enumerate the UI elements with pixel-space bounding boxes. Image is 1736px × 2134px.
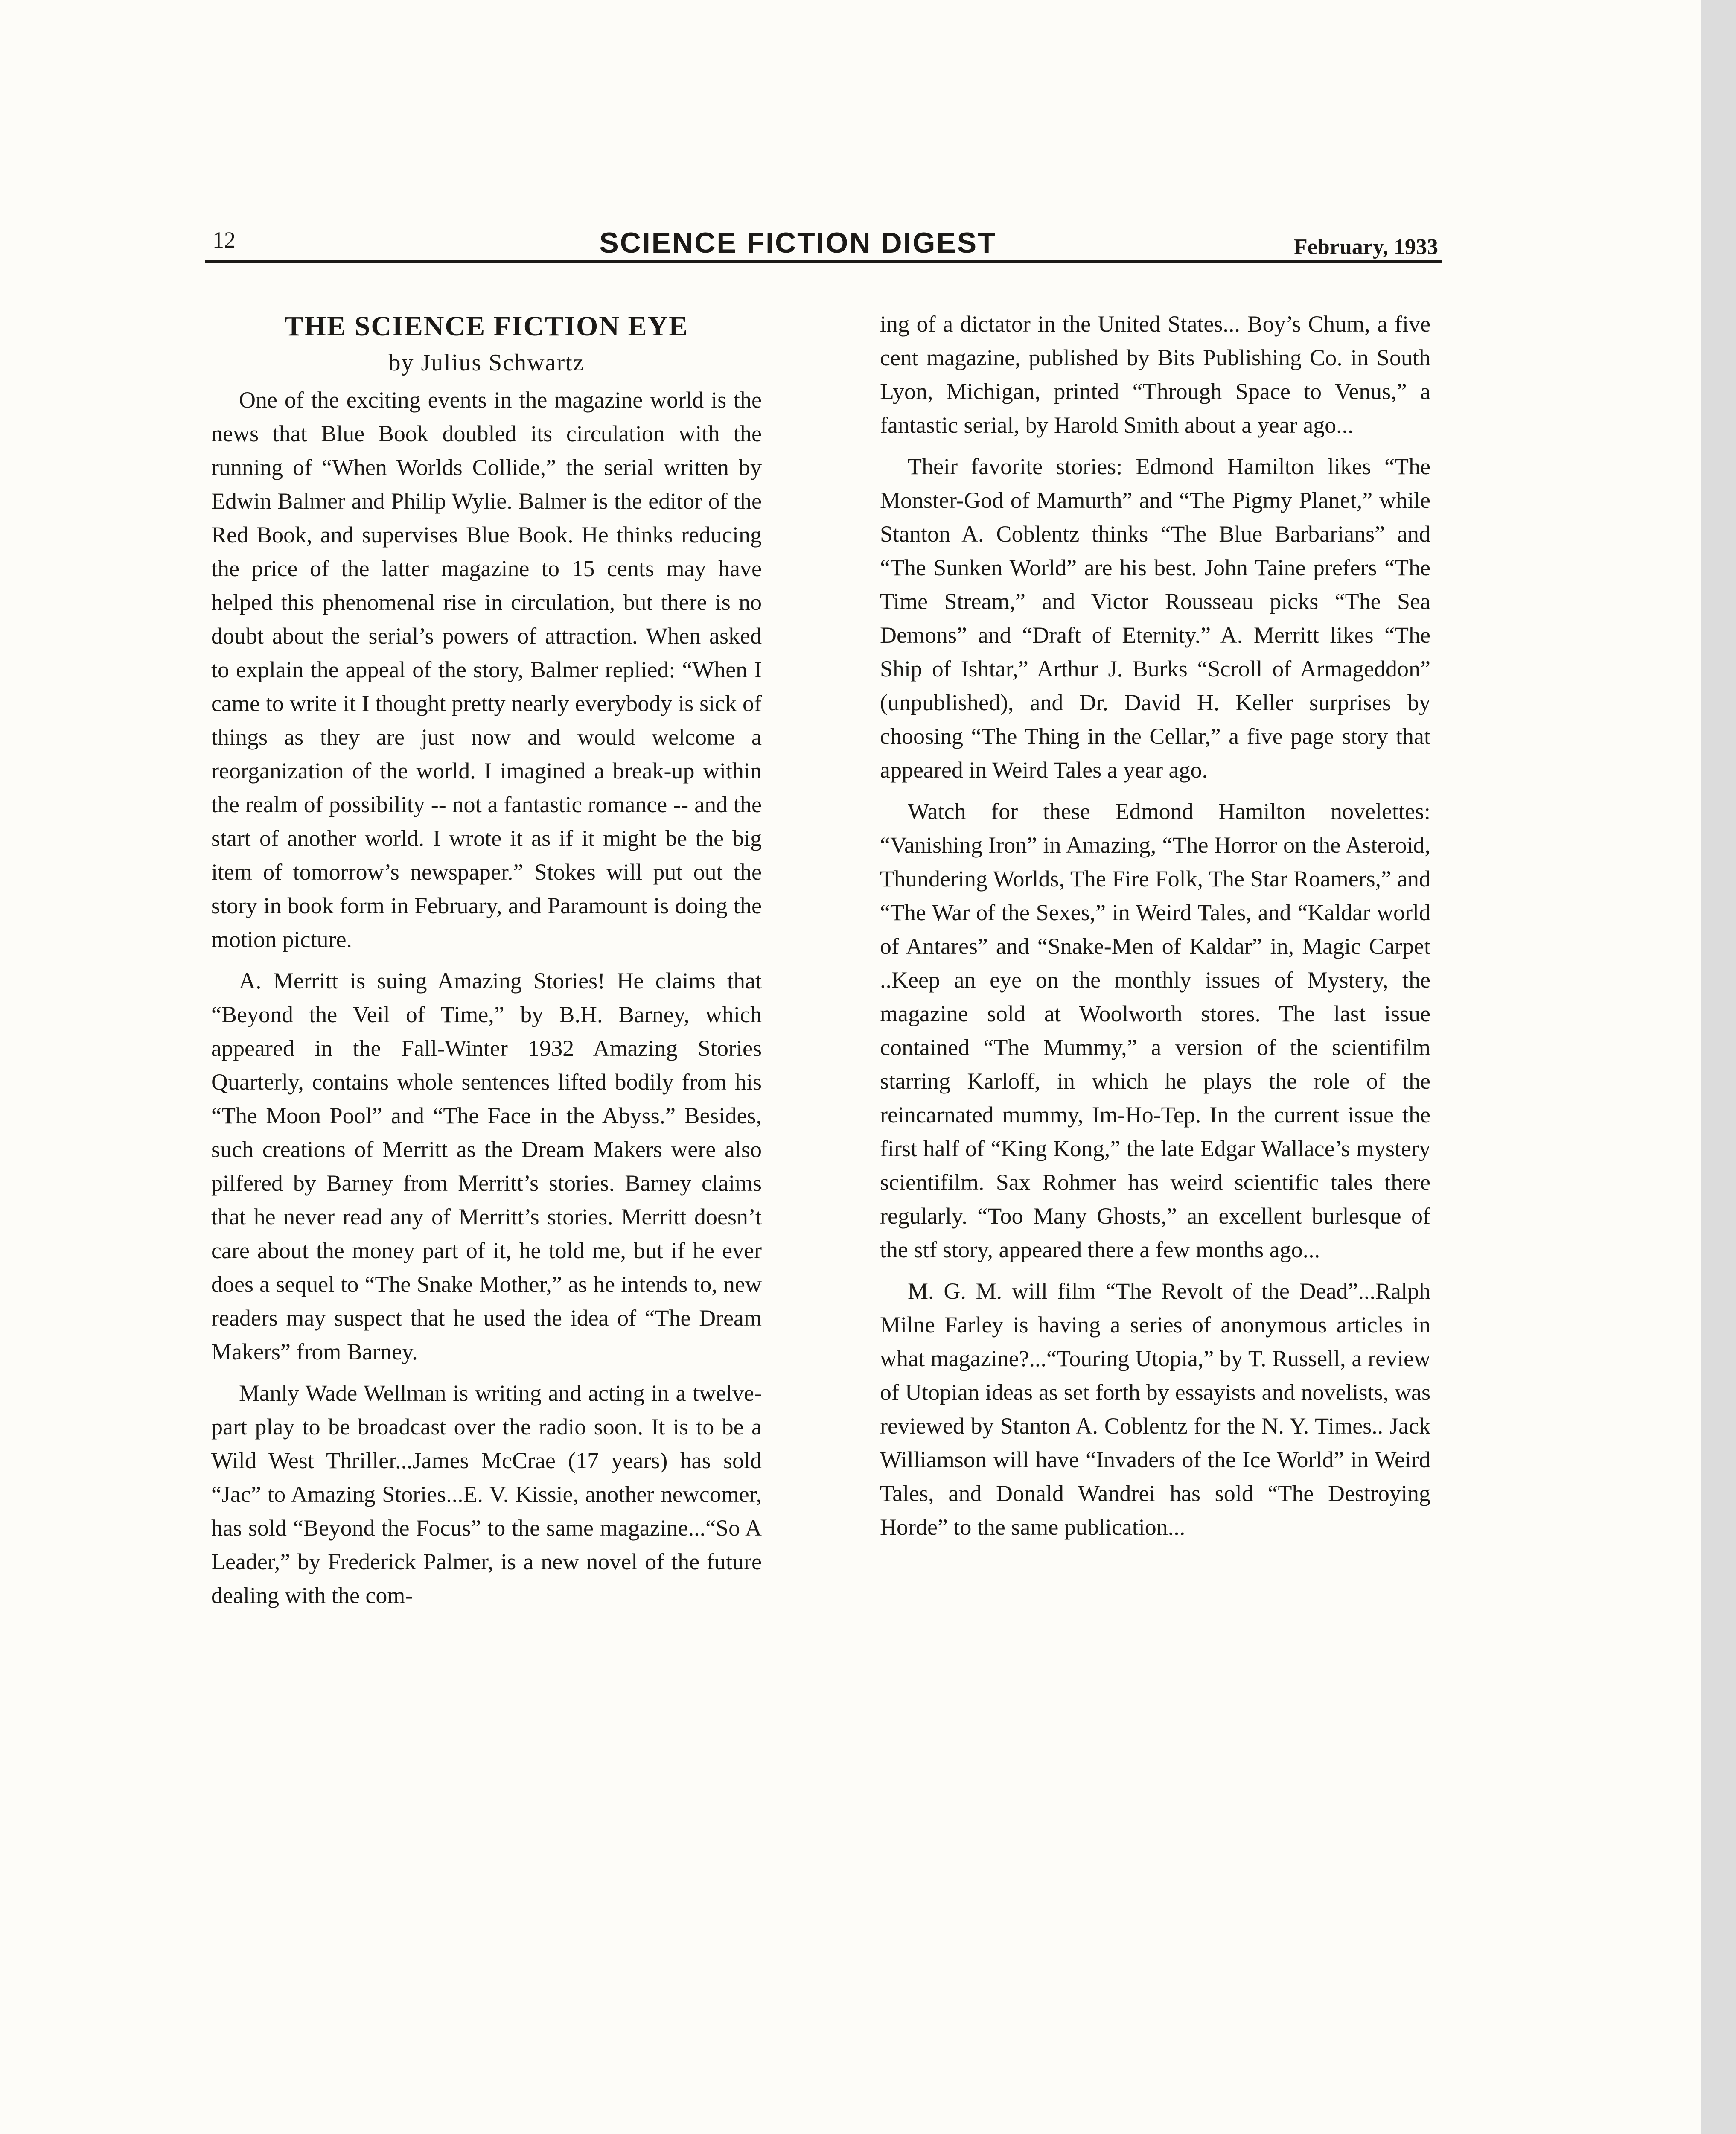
paragraph-blue-book: One of the exciting events in the magazine world is the news that Blue Book doubled its circulation with the running of “When Worlds Collide,” the serial written by Edwin Balmer and Philip Wylie. Balmer is the editor of the Red Book, and supervises Blue Book. He thinks reducing the price of the latter magazine to 15 cents may have helped this phenomenal rise in circulation, but there is no doubt about the serial’s powers of attraction. When asked to explain the appeal of the story, Balmer replied: “When I came to write it I thought pretty nearly everybody is sick of things as they are just now and would welcome a reorganization of the world. I imagined a break-up within the realm of possibility -- not a fantastic romance -- and the start of another world. I wrote it as if it might be the big item of tomorrow’s newspaper.” Stokes will put out the story in book form in February, and Paramount is doing the motion picture. (211, 387, 762, 952)
right-column (880, 307, 1430, 1552)
page-number: 12 (213, 227, 236, 253)
left-column (211, 307, 762, 1620)
issue-date: February, 1933 (1294, 235, 1438, 259)
article-title: THE SCIENCE FICTION EYE (284, 311, 689, 342)
paragraph-hamilton-novelettes: Watch for these Edmond Hamilton novelettes: “Vanishing Iron” in Amazing, “The Horror on the Asteroid, Thundering Worlds, The Fire Folk, The Star Roamers,” and “The War of the Sexes,” in Weird Tales, and “Kaldar world of Antares” and “Snake-Men of Kaldar” in, Magic Carpet ..Keep an eye on the monthly issues of Mystery, the magazine sold at Woolworth stores. The last issue contained “The Mummy,” a version of the scientifilm starring Karloff, in which he plays the role of the reincarnated mummy, Im-Ho-Tep. In the current issue the first half of “King Kong,” the late Edgar Wallace’s mystery scientifilm. Sax Rohmer has weird scientific tales there regularly. “Too Many Ghosts,” an excellent burlesque of the stf story, appeared there a few months ago... (880, 799, 1430, 1262)
paragraph-mgm: M. G. M. will film “The Revolt of the Dead”...Ralph Milne Farley is having a series of anonymous articles in what magazine?...“Touring Utopia,” by T. Russell, a review of Utopian ideas as set forth by essayists and novelists, was reviewed by Stanton A. Coblentz for the N. Y. Times.. Jack Williamson will have “Invaders of the Ice World” in Weird Tales, and Donald Wandrei has sold “The Destroying Horde” to the same publication... (880, 1278, 1430, 1540)
paragraph-continued: ing of a dictator in the United States... Boy’s Chum, a five cent magazine, published by Bits Publishing Co. in South Lyon, Michigan, printed “Through Space to Venus,” a fantastic serial, by Harold Smith about a year ago... (880, 311, 1430, 438)
article-byline: by Julius Schwartz (388, 350, 585, 376)
paragraph-wellman: Manly Wade Wellman is writing and acting in a twelve-part play to be broadcast over the radio soon. It is to be a Wild West Thriller...James McCrae (17 years) has sold “Jac” to Amazing Stories...E. V. Kissie, another newcomer, has sold “Beyond the Focus” to the same magazine...“So A Leader,” by Frederick Palmer, is a new novel of the future dealing with the com- (211, 1380, 762, 1608)
paragraph-merritt-suing: A. Merritt is suing Amazing Stories! He claims that “Beyond the Veil of Time,” by B.H. Barney, which appeared in the Fall-Winter 1932 Amazing Stories Quarterly, contains whole sentences lifted bodily from his “The Moon Pool” and “The Face in the Abyss.” Besides, such creations of Merritt as the Dream Makers were also pilfered by Barney from Merritt’s stories. Barney claims that he never read any of Merritt’s stories. Merritt doesn’t care about the money part of it, he told me, but if he ever does a sequel to “The Snake Mother,” as he intends to, new readers may suspect that he used the idea of “The Dream Makers” from Barney. (211, 968, 762, 1364)
magazine-title: SCIENCE FICTION DIGEST (599, 227, 997, 259)
header-rule (205, 260, 1442, 263)
scan-margin-right (1701, 0, 1736, 2134)
paragraph-favorite-stories: Their favorite stories: Edmond Hamilton likes “The Monster-God of Mamurth” and “The Pigmy Planet,” while Stanton A. Coblentz thinks “The Blue Barbarians” and “The Sunken World” are his best. John Taine prefers “The Time Stream,” and Victor Rousseau picks “The Sea Demons” and “Draft of Eternity.” A. Merritt likes “The Ship of Ishtar,” Arthur J. Burks “Scroll of Armageddon” (unpublished), and Dr. David H. Keller surprises by choosing “The Thing in the Cellar,” a five page story that appeared in Weird Tales a year ago. (880, 454, 1430, 783)
